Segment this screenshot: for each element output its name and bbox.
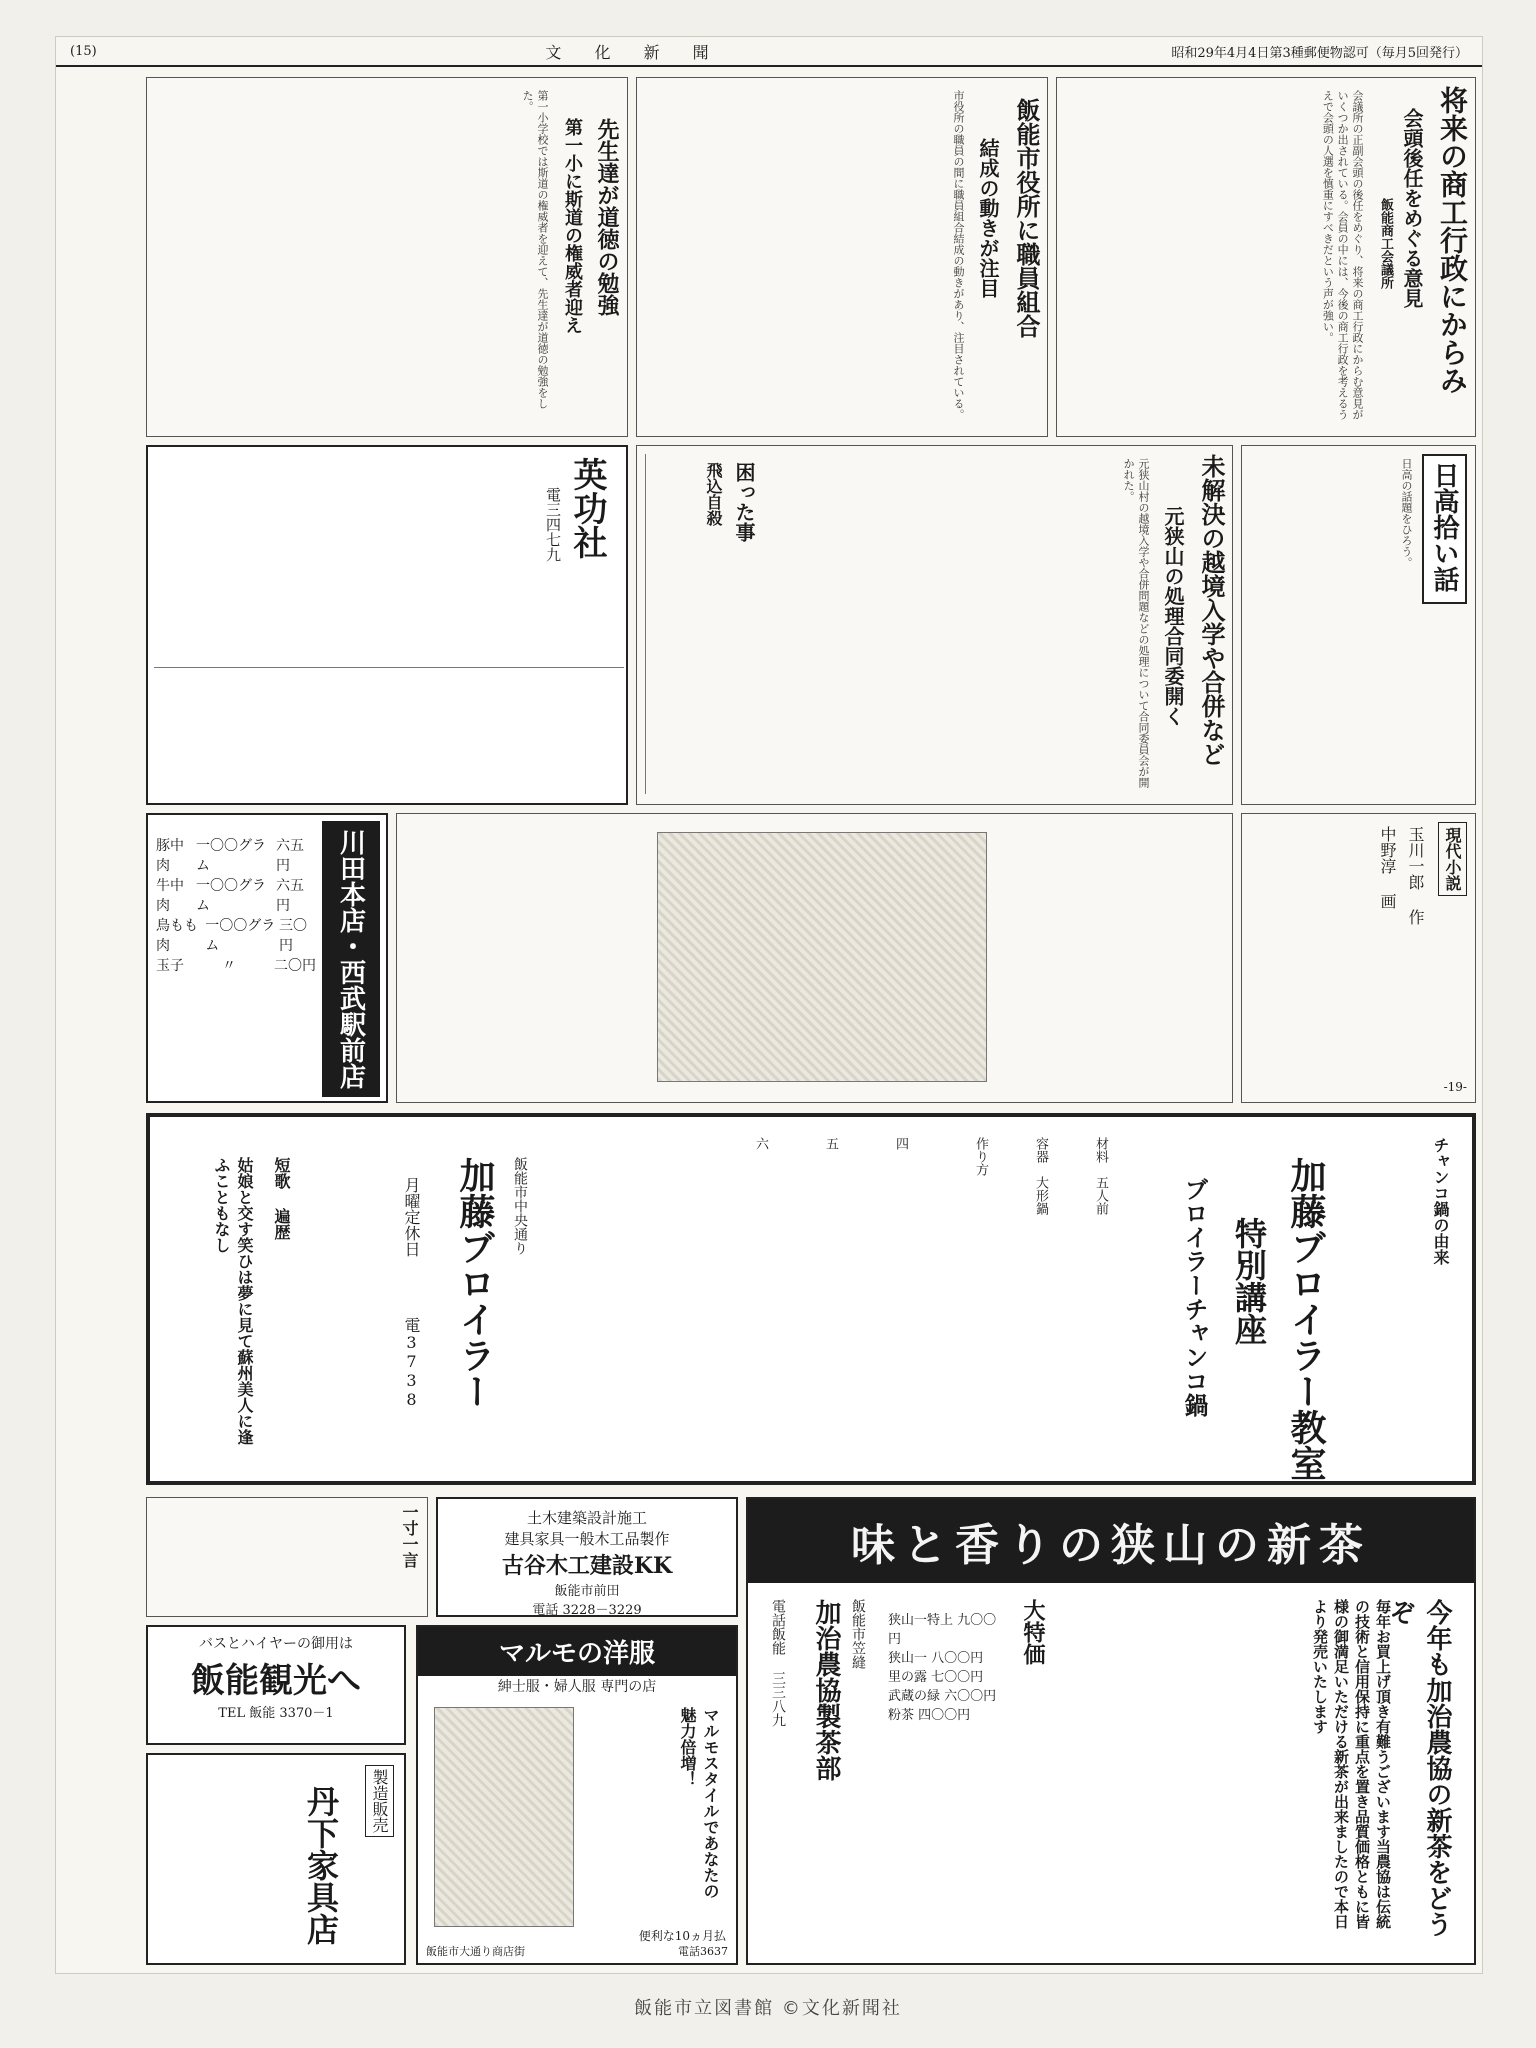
ad-marumo-slogan: マルモスタイルであなたの魅力倍増！ xyxy=(678,1707,720,1899)
ad-tea xyxy=(746,1497,1476,1965)
price-row: 牛中肉 一〇〇グラム 六五円 xyxy=(156,878,304,914)
ad-marumo-figure xyxy=(434,1707,574,1927)
column-komatta-body: 飛込自殺 xyxy=(704,462,723,526)
ad-eikousha-notes xyxy=(154,667,624,797)
tea-price-row: 狭山一特上 九〇〇円 xyxy=(888,1613,997,1647)
article-commerce-lead: 飯能商工会議所 xyxy=(1378,198,1393,289)
article-school-headline: 未解決の越境入学や合併など xyxy=(1197,454,1226,766)
broiler-class-title: 加藤ブロイラー教室 xyxy=(1285,1157,1327,1481)
ad-tange xyxy=(146,1753,406,1965)
tea-price-row: 粉茶 四〇〇円 xyxy=(888,1708,971,1723)
serial-illustrator: 中野淳 画 xyxy=(1378,826,1397,909)
ad-marumo-name: マルモの洋服 xyxy=(418,1627,736,1676)
broiler-shop-address: 飯能市中央通り xyxy=(512,1157,528,1255)
tea-price-row: 狭山一 八〇〇円 xyxy=(888,1651,984,1666)
page-number: (15) xyxy=(70,43,97,59)
article-union-headline: 飯能市役所に職員組合 xyxy=(1012,98,1041,338)
ad-furuya-addr: 飯能市前田 xyxy=(554,1584,620,1599)
price-row: 玉子 〃 二〇円 xyxy=(156,958,316,974)
ad-kanko-top: バスとハイヤーの御用は xyxy=(199,1636,353,1652)
broiler-class-dish: ブロイラーチャンコ鍋 xyxy=(1180,1177,1209,1417)
ad-tea-price-list xyxy=(888,1609,1008,1723)
ad-tea-headline: 今年も加治農協の新茶をどうぞ xyxy=(1385,1599,1452,1937)
ad-marumo-tel: 電話3637 xyxy=(678,1945,728,1958)
tea-price-row: 里の露 七〇〇円 xyxy=(888,1670,984,1685)
column-hidaka-body: 日高の話題をひろう。 xyxy=(1400,458,1413,568)
column-issun xyxy=(146,1497,428,1617)
ad-tea-text: 毎年お買上げ頂き有難うございます当農協は伝統の技術と信用保持に重点を置き品質価格ともに皆様の御満足いただける新茶が出来ましたので本日より発売いたします xyxy=(1311,1599,1392,1929)
article-school-body: 元狭山村の越境入学や合併問題などの処理について合同委員会が開かれた。 xyxy=(1122,458,1150,788)
ad-marumo-addr: 飯能市大通り商店街 xyxy=(426,1945,525,1958)
article-union-body: 市役所の職員の間に職員組合結成の動きがあり、注目されている。 xyxy=(952,90,965,420)
poem-title: 短歌 遍歴 xyxy=(272,1157,291,1240)
poem-text: 姑娘と交す笑ひは夢に見て蘇州美人に逢ふこともなし xyxy=(212,1157,254,1445)
ad-furuya xyxy=(436,1497,738,1617)
ad-tange-label: 製造販売 xyxy=(365,1765,394,1837)
page-header xyxy=(56,37,1482,67)
ad-kawata-price-list xyxy=(156,835,316,975)
broiler-shop-name: 加藤ブロイラー xyxy=(454,1157,496,1409)
ad-furuya-name: 古谷木工建設KK xyxy=(501,1553,673,1579)
serial-novel-header xyxy=(1241,813,1476,1103)
ad-kanko xyxy=(146,1625,406,1745)
step: 容器 大形鍋 xyxy=(1033,1137,1048,1215)
column-komatta xyxy=(645,454,765,794)
article-union-subhead: 結成の動きが注目 xyxy=(976,138,1000,298)
article-teachers xyxy=(146,77,628,437)
serial-novel-body xyxy=(396,813,1233,1103)
article-commerce xyxy=(1056,77,1476,437)
price-row: 鳥もも肉 一〇〇グラム 三〇円 xyxy=(156,918,308,954)
serial-illustration xyxy=(657,832,987,1082)
ad-tea-sale: 大特価 xyxy=(1020,1599,1046,1665)
ad-kawata-shop: 川田本店・西武駅前店 xyxy=(322,821,380,1097)
newspaper-page xyxy=(55,36,1483,1974)
ad-tea-org: 加治農協製茶部 xyxy=(811,1599,841,1781)
serial-number: -19- xyxy=(1443,1080,1467,1094)
step: 作り方 xyxy=(973,1137,988,1176)
ad-tange-name: 丹下家具店 xyxy=(302,1785,340,1945)
broiler-shop-holiday: 月曜定休日 xyxy=(402,1177,421,1257)
article-teachers-body: 第一小学校では斯道の権威者を迎えて、先生達が道徳の勉強をした。 xyxy=(521,90,549,409)
ad-furuya-tel: 電話 3228－3229 xyxy=(532,1603,642,1617)
article-school xyxy=(636,445,1233,805)
broiler-shop-tel: 電3738 xyxy=(402,1317,421,1409)
step: 五 xyxy=(823,1137,838,1150)
step: 四 xyxy=(893,1137,908,1150)
article-commerce-headline: 将来の商工行政にからみ xyxy=(1436,86,1469,394)
article-teachers-subhead: 第一小に斯道の権威者迎え xyxy=(562,118,583,334)
step: 材料 五人前 xyxy=(1093,1137,1108,1215)
broiler-origin-title: チャンコ鍋の由来 xyxy=(1431,1137,1450,1265)
archive-footer: 飯能市立図書館 ©文化新聞社 xyxy=(634,1998,902,2019)
ad-kawata xyxy=(146,813,388,1103)
ad-eikousha xyxy=(146,445,628,805)
ad-tea-tel: 電話飯能 三三八九 xyxy=(770,1599,786,1727)
issue-line: 昭和29年4月4日第3種郵便物認可（毎月5回発行） xyxy=(1171,45,1468,61)
column-hidaka-title: 日高拾い話 xyxy=(1422,454,1467,604)
column-hidaka xyxy=(1241,445,1476,805)
masthead: 文 化 新 聞 xyxy=(545,42,723,62)
price-row: 豚中肉 一〇〇グラム 六五円 xyxy=(156,838,304,874)
article-commerce-body: 会議所の正副会頭の後任をめぐり、将来の商工行政にからむ意見がいくつか出されている。会員の中には、今後の商工行政を考えるうえで会頭の人選を慎重にすべきだという声が強い。 xyxy=(1321,90,1364,420)
ad-kanko-name: 飯能観光へ xyxy=(191,1661,361,1701)
ad-furuya-line1: 土木建築設計施工 xyxy=(526,1509,647,1527)
ad-kanko-tel: TEL 飯能 3370－1 xyxy=(218,1706,334,1721)
ad-tea-banner: 味と香りの狭山の新茶 xyxy=(748,1499,1474,1583)
ad-eikousha-name: 英功社 xyxy=(567,457,607,559)
article-school-subhead: 元狭山の処理合同委開く xyxy=(1161,506,1185,726)
broiler-class xyxy=(146,1113,1476,1485)
tea-price-row: 武蔵の緑 六〇〇円 xyxy=(888,1689,997,1704)
step: 六 xyxy=(753,1137,768,1150)
broiler-steps xyxy=(710,1137,1110,1467)
ad-tea-addr: 飯能市笠縫 xyxy=(850,1599,866,1669)
ad-marumo-plan: 便利な10ヵ月払 xyxy=(638,1929,726,1943)
broiler-class-sub: 特別講座 xyxy=(1230,1217,1268,1345)
ad-marumo-sub: 紳士服・婦人服 専門の店 xyxy=(497,1679,657,1695)
ad-furuya-line2: 建具家具一般木工品製作 xyxy=(504,1530,670,1548)
ad-marumo xyxy=(416,1625,738,1965)
column-komatta-title: 困った事 xyxy=(732,462,756,542)
serial-label: 現代小説 xyxy=(1438,822,1467,896)
article-commerce-subhead: 会頭後任をめぐる意見 xyxy=(1400,108,1424,308)
ad-eikousha-tel: 電三四七九 xyxy=(544,487,562,562)
article-teachers-headline: 先生達が道徳の勉強 xyxy=(594,118,620,316)
serial-author: 玉川一郎 作 xyxy=(1406,826,1425,925)
column-issun-title: 一寸一言 xyxy=(400,1504,419,1568)
article-union xyxy=(636,77,1048,437)
